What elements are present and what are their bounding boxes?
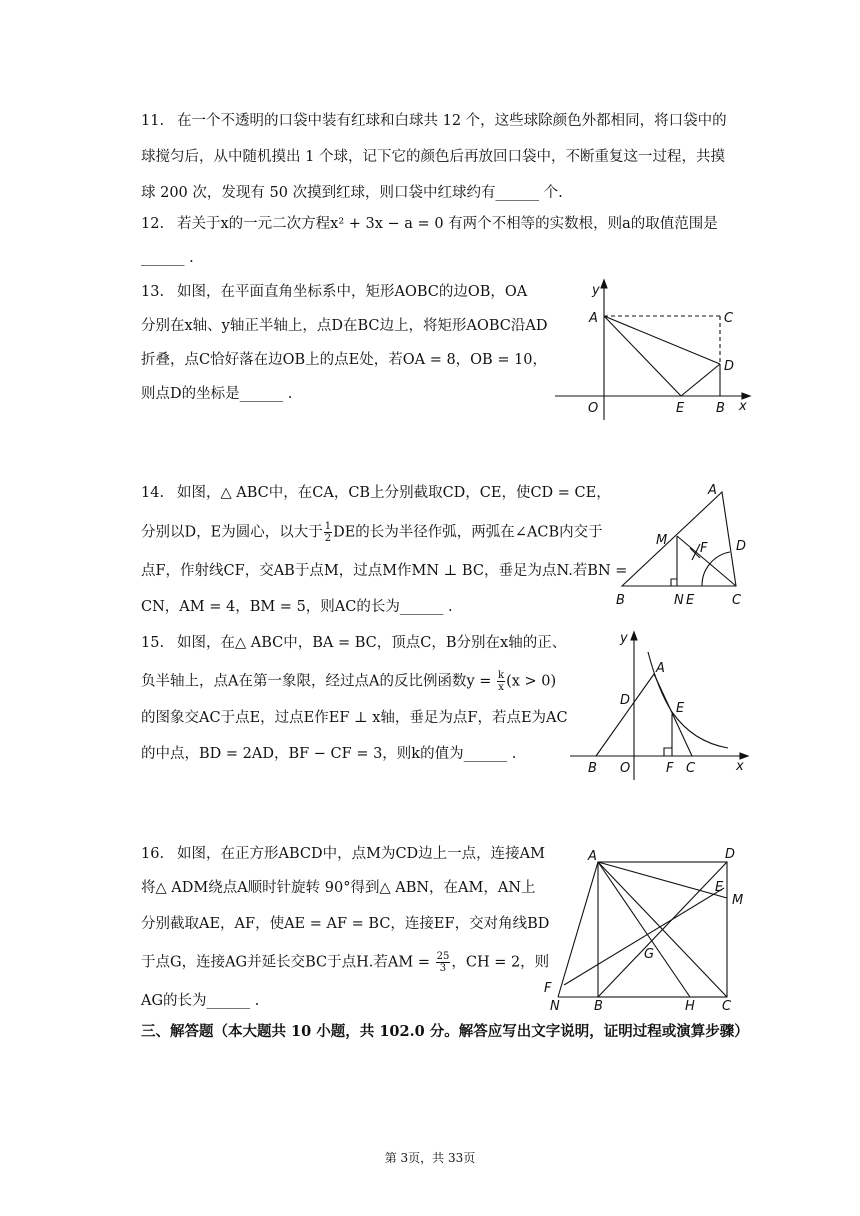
question-text: 如图，在平面直角坐标系中，矩形AOBC的边OB，OA [177, 284, 528, 300]
figure-15 [568, 630, 753, 780]
label-n: N [550, 999, 560, 1014]
fraction [436, 951, 451, 974]
fraction-numerator: 25 [436, 951, 450, 962]
question-text: ______ . [141, 250, 194, 266]
label-c: C [722, 999, 732, 1014]
label-y: y [620, 631, 628, 646]
y-axis-arrow [601, 280, 607, 288]
arc-mark-2 [692, 544, 700, 560]
fraction-denominator: 2 [324, 533, 332, 544]
label-e: E [676, 401, 685, 416]
segment-ed [681, 364, 720, 396]
question-text: 将△ ADM绕点A顺时针旋转 90°得到△ ABN，在AM，AN上 [141, 880, 536, 896]
section-heading: 三、解答题（本大题共 10 小题，共 102.0 分。解答应写出文字说明，证明过程或演算步骤） [141, 1023, 749, 1040]
label-a: A [656, 661, 665, 676]
label-o: O [620, 761, 631, 776]
question-text: 如图，△ ABC中，在CA，CB上分别截取CD，CE，使CD = CE， [177, 485, 611, 501]
segment-ah [598, 862, 690, 997]
question-text: 点F，作射线CF，交AB于点M，过点M作MN ⊥ BC，垂足为点N.若BN = [141, 563, 628, 579]
fraction [497, 670, 505, 693]
question-text: 若关于x的一元二次方程x² + 3x − a = 0 有两个不相等的实数根，则a的取值范围是 [177, 216, 718, 232]
question-number: 11. [141, 113, 165, 129]
label-c: C [686, 761, 696, 776]
figure-16 [540, 842, 760, 1014]
label-a: A [588, 849, 597, 864]
label-y: y [592, 283, 600, 298]
question-text: 负半轴上，点A在第一象限，经过点A的反比例函数y = [141, 673, 497, 690]
page-footer: 第 3页，共 33页 [384, 1151, 476, 1165]
label-n: N [674, 593, 684, 608]
label-d: D [724, 359, 735, 374]
fraction-denominator: x [498, 682, 504, 693]
label-a: A [589, 311, 598, 326]
question-text: 折叠，点C恰好落在边OB上的点E处，若OA = 8，OB = 10， [141, 352, 548, 368]
figure-13 [555, 280, 755, 420]
label-x: x [736, 759, 744, 774]
question-number: 13. [141, 284, 165, 300]
question-text: 球搅匀后，从中随机摸出 1 个球，记下它的颜色后再放回口袋中，不断重复这一过程，共摸 [141, 149, 725, 165]
label-a: A [708, 483, 717, 498]
question-text: 于点G，连接AG并延长交BC于点H.若AM = [141, 954, 435, 971]
question-text: 球 200 次，发现有 50 次摸到红球，则口袋中红球约有______ 个. [141, 185, 563, 201]
question-text: DE的长为半径作弧，两弧在∠ACB内交于 [333, 524, 603, 541]
question-text: CN，AM = 4，BM = 5，则AC的长为______ . [141, 599, 453, 615]
label-b: B [616, 593, 625, 608]
label-m: M [732, 893, 744, 908]
segment-am [598, 862, 727, 898]
question-text: 的图象交AC于点E，过点E作EF ⊥ x轴，垂足为点F，若点E为AC [141, 710, 568, 726]
label-e: E [676, 701, 685, 716]
label-h: H [685, 999, 695, 1014]
label-f: F [544, 981, 552, 996]
label-c: C [732, 593, 742, 608]
label-f: F [666, 761, 674, 776]
question-text: 如图，在△ ABC中，BA = BC，顶点C，B分别在x轴的正、 [177, 635, 567, 651]
label-d: D [725, 847, 736, 862]
question-text: 分别以D，E为圆心，以大于 [141, 524, 323, 541]
label-x: x [739, 399, 747, 414]
question-text: 的中点，BD = 2AD，BF − CF = 3，则k的值为______ . [141, 746, 517, 762]
label-g: G [644, 947, 655, 962]
question-text: 如图，在正方形ABCD中，点M为CD边上一点，连接AM [177, 846, 545, 862]
label-b: B [588, 761, 597, 776]
fraction [324, 521, 332, 544]
label-c: C [724, 311, 734, 326]
question-number: 12. [141, 216, 165, 232]
figure-14 [612, 482, 757, 610]
question-text: 在一个不透明的口袋中装有红球和白球共 12 个，这些球除颜色外都相同，将口袋中的 [177, 113, 727, 129]
label-e: E [715, 880, 724, 895]
question-number: 16. [141, 846, 165, 862]
fraction-denominator: 3 [439, 963, 447, 974]
segment-ad [604, 316, 720, 364]
right-angle-mark [671, 579, 677, 586]
fraction-numerator: k [498, 670, 505, 681]
label-b: B [594, 999, 603, 1014]
label-d: D [620, 693, 631, 708]
question-text: (x > 0) [506, 673, 557, 690]
question-number: 14. [141, 485, 165, 501]
question-text: 则点D的坐标是______ . [141, 386, 293, 402]
fraction-numerator: 1 [324, 521, 332, 532]
right-angle-mark [664, 748, 672, 756]
question-text: 分别截取AE，AF，使AE = AF = BC，连接EF，交对角线BD [141, 916, 550, 932]
question-text: AG的长为______ . [141, 993, 260, 1009]
segment-ae [604, 316, 681, 396]
y-axis-arrow [631, 632, 637, 640]
label-d: D [736, 539, 747, 554]
label-e: E [686, 593, 695, 608]
label-b: B [716, 401, 725, 416]
label-o: O [588, 401, 599, 416]
question-text: ，CH = 2，则 [451, 954, 550, 971]
label-m: M [656, 533, 668, 548]
question-text: 分别在x轴、y轴正半轴上，点D在BC边上，将矩形AOBC沿AD [141, 318, 548, 334]
question-number: 15. [141, 635, 165, 651]
label-f: F [700, 541, 708, 556]
segment-ef [564, 888, 724, 985]
